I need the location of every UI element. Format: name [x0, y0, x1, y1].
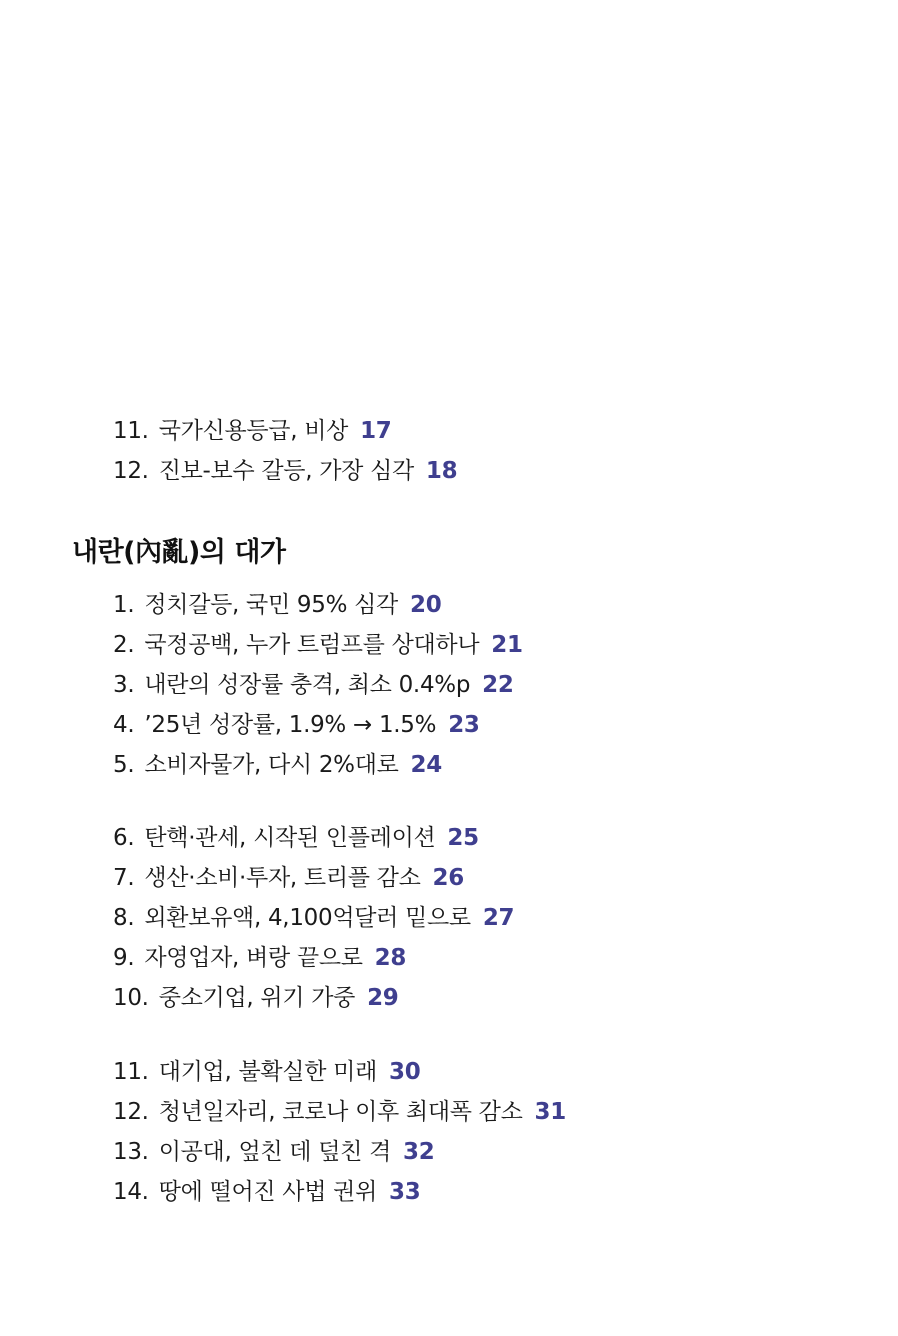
toc-entry-prev-11[interactable] [113, 413, 391, 449]
entry-title: 이공대, 엎친 데 덮친 격 [158, 1139, 392, 1165]
entry-title: 정치갈등, 국민 95% 심각 [144, 592, 398, 618]
entry-number: 13. [113, 1139, 149, 1165]
entry-title: 땅에 떨어진 사법 권위 [158, 1179, 377, 1205]
entry-page-number: 25 [447, 825, 479, 851]
toc-entry-3[interactable] [113, 667, 514, 703]
toc-entry-13[interactable] [113, 1134, 434, 1170]
entry-number: 11. [113, 1059, 149, 1085]
section-heading: 내란(內亂)의 대가 [72, 537, 286, 568]
entry-page-number: 26 [432, 865, 464, 891]
toc-entry-4[interactable] [113, 707, 480, 743]
entry-number: 5. [113, 752, 135, 778]
toc-entry-8[interactable] [113, 900, 514, 936]
toc-entry-6[interactable] [113, 820, 479, 856]
entry-title: 외환보유액, 4,100억달러 밑으로 [144, 905, 471, 931]
entry-page-number: 28 [374, 945, 407, 971]
entry-title: ’25년 성장률, 1.9% → 1.5% [144, 712, 437, 738]
entry-number: 8. [113, 905, 135, 931]
entry-title: 생산·소비·투자, 트리플 감소 [144, 865, 421, 891]
toc-entry-7[interactable] [113, 860, 464, 896]
toc-entry-5[interactable] [113, 747, 442, 783]
entry-title: 청년일자리, 코로나 이후 최대폭 감소 [158, 1099, 523, 1125]
entry-page-number: 30 [388, 1059, 421, 1085]
entry-page-number: 29 [367, 985, 399, 1011]
entry-page-number: 18 [425, 458, 458, 484]
entry-number: 1. [113, 592, 135, 618]
entry-title: 자영업자, 벼랑 끝으로 [144, 945, 363, 971]
entry-number: 6. [113, 825, 135, 851]
entry-number: 12. [113, 1099, 149, 1125]
toc-entry-12[interactable] [113, 1094, 566, 1130]
entry-title: 국정공백, 누가 트럼프를 상대하나 [144, 632, 480, 658]
entry-page-number: 32 [403, 1139, 435, 1165]
entry-page-number: 33 [388, 1179, 421, 1205]
entry-title: 중소기업, 위기 가중 [158, 985, 356, 1011]
entry-page-number: 22 [482, 672, 514, 698]
entry-number: 9. [113, 945, 135, 971]
entry-title: 탄핵·관세, 시작된 인플레이션 [144, 825, 436, 851]
entry-number: 2. [113, 632, 135, 658]
toc-entry-1[interactable] [113, 587, 441, 623]
entry-title: 대기업, 불확실한 미래 [158, 1059, 377, 1085]
entry-number: 14. [113, 1179, 149, 1205]
entry-number: 11. [113, 418, 149, 444]
entry-number: 10. [113, 985, 149, 1011]
entry-title: 소비자물가, 다시 2%대로 [144, 752, 399, 778]
entry-title: 진보-보수 갈등, 가장 심각 [158, 458, 414, 484]
entry-page-number: 27 [482, 905, 515, 931]
entry-number: 3. [113, 672, 135, 698]
toc-entry-prev-12[interactable] [113, 453, 457, 489]
entry-title: 국가신용등급, 비상 [158, 418, 349, 444]
entry-number: 7. [113, 865, 135, 891]
entry-page-number: 20 [409, 592, 442, 618]
entry-title: 내란의 성장률 충격, 최소 0.4%p [144, 672, 471, 698]
entry-number: 4. [113, 712, 135, 738]
entry-page-number: 23 [448, 712, 480, 738]
entry-page-number: 31 [534, 1099, 566, 1125]
toc-entry-10[interactable] [113, 980, 399, 1016]
toc-entry-14[interactable] [113, 1174, 420, 1210]
entry-page-number: 24 [410, 752, 442, 778]
entry-number: 12. [113, 458, 149, 484]
entry-page-number: 17 [360, 418, 392, 444]
toc-entry-11[interactable] [113, 1054, 420, 1090]
toc-entry-9[interactable] [113, 940, 406, 976]
toc-entry-2[interactable] [113, 627, 523, 663]
entry-page-number: 21 [491, 632, 523, 658]
